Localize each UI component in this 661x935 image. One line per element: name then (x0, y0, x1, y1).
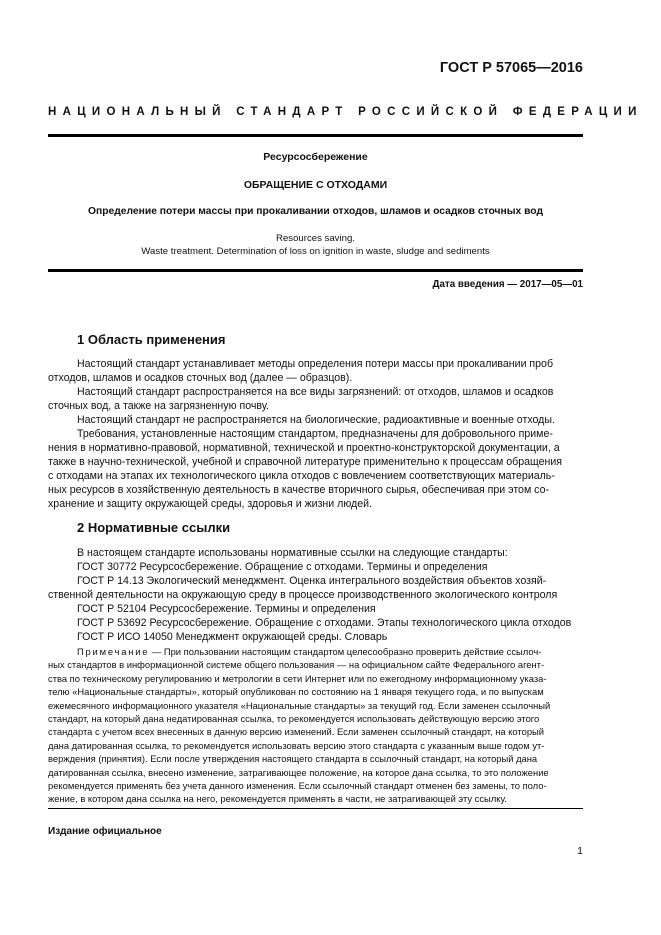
note-line: рекомендуется применять без учета данного изменения. Если ссылочный стандарт отменен без замены, то поло- (48, 780, 547, 792)
body-line: Настоящий стандарт не распространяется на биологические, радиоактивные и военные отходы. (77, 414, 555, 426)
middle-divider (48, 269, 583, 272)
note-line: датированная ссылка, внесено изменение, затрагивающее положение, на которое дана ссылка, то это положение (48, 766, 549, 778)
page-number: 1 (577, 845, 583, 857)
edition-label: Издание официальное (48, 826, 162, 837)
note-line: ства по техническому регулированию и метрологии в сети Интернет или по ежегодному информационному указа- (48, 672, 547, 684)
note-label: Примечание (77, 646, 150, 657)
note-line: верждения (принятия). Если после утверждения настоящего стандарта в ссылочный стандарт, на который дана (48, 753, 538, 765)
body-line: ных ресурсов в хозяйственную деятельность в качестве вторичного сырья, обеспечивая при этом со- (48, 484, 550, 496)
note-first-line (48, 645, 583, 658)
body-line: нения в нормативно-правовой, нормативной, технической и проектно-конструкторской документации, а (48, 442, 560, 454)
body-line: Настоящий стандарт устанавливает методы определения потери массы при прокаливании проб (77, 358, 554, 370)
note-line: ежемесячного информационного указателя «Национальные стандарты» за текущий год. Если заменен ссылочный (48, 699, 551, 711)
document-subtitle: Определение потери массы при прокаливании отходов, шламов и осадков сточных вод (88, 206, 543, 217)
section-2-body (48, 546, 583, 644)
body-line: В настоящем стандарте использованы нормативные ссылки на следующие стандарты: (77, 547, 508, 559)
body-line: хранение и защиту окружающей среды, здоровья и жизни людей. (48, 498, 372, 510)
note-line: жение, в котором дана ссылка на него, рекомендуется применять в части, не затрагивающей эту ссылку. (48, 793, 507, 805)
note-line: телю «Национальные стандарты», который опубликован по состоянию на 1 января текущего года, и по выпускам (48, 686, 544, 698)
english-title-line-2: Waste treatment. Determination of loss on ignition in waste, sludge and sediments (141, 246, 490, 257)
reference-line: ГОСТ Р ИСО 14050 Менеджмент окружающей среды. Словарь (77, 631, 388, 643)
body-line: отходов, шламов и осадков сточных вод (далее — образцов). (48, 372, 353, 384)
document-subject: Ресурсосбережение (263, 151, 368, 163)
body-line: Настоящий стандарт распространяется на все виды загрязнений: от отходов, шламов и осадков (77, 386, 554, 398)
section-1-heading: 1 Область применения (77, 332, 226, 347)
note-line: стандарта с учетом всех внесенных в данную версию изменений. Если заменен ссылочный стандарт, на который (48, 726, 545, 738)
note-first-line-text: — При пользовании настоящим стандартом целесообразно проверить действие ссылоч- (149, 646, 542, 657)
section-1-body (48, 357, 583, 511)
reference-line: ГОСТ Р 14.13 Экологический менеджмент. Оценка интегрального воздействия объектов хозяй- (77, 575, 547, 587)
gost-number: ГОСТ Р 57065—2016 (439, 60, 583, 76)
document-title: ОБРАЩЕНИЕ С ОТХОДАМИ (243, 179, 388, 191)
note-line: стандарт, на который дана недатированная ссылка, то рекомендуется использовать действующую версию этого (48, 713, 540, 725)
body-line: Требования, установленные настоящим стандартом, предназначены для добровольного приме- (77, 428, 553, 440)
note-block (48, 645, 583, 806)
reference-line: ственной деятельности на окружающую среду в процессе производственного экологического контроля (48, 589, 558, 601)
english-title-line-1: Resources saving. (276, 233, 355, 244)
national-standard-banner: НАЦИОНАЛЬНЫЙ СТАНДАРТ РОССИЙСКОЙ ФЕДЕРАЦИИ (48, 106, 643, 118)
reference-line: ГОСТ Р 53692 Ресурсосбережение. Обращение с отходами. Этапы технологического цикла отходов (77, 617, 572, 629)
body-line: сточных вод, а также на загрязненную почву. (48, 400, 269, 412)
note-line: дана датированная ссылка, то рекомендуется использовать версию этого стандарта с указанным выше годом ут- (48, 739, 545, 751)
reference-line: ГОСТ 30772 Ресурсосбережение. Обращение с отходами. Термины и определения (77, 561, 488, 573)
section-2-heading: 2 Нормативные ссылки (77, 520, 231, 535)
introduction-date: Дата введения — 2017—05—01 (432, 279, 583, 290)
body-line: с отходами на этапах их технологического цикла отходов с вовлечением соответствующих материаль- (48, 470, 555, 482)
note-line: ных стандартов в информационной системе общего пользования — на официальном сайте Федерального агент- (48, 659, 545, 671)
footer-divider (48, 808, 583, 809)
top-divider (48, 134, 583, 137)
body-line: также в научно-технической, учебной и справочной литературе применительно к процессам обращения (48, 456, 562, 468)
reference-line: ГОСТ Р 52104 Ресурсосбережение. Термины и определения (77, 603, 376, 615)
